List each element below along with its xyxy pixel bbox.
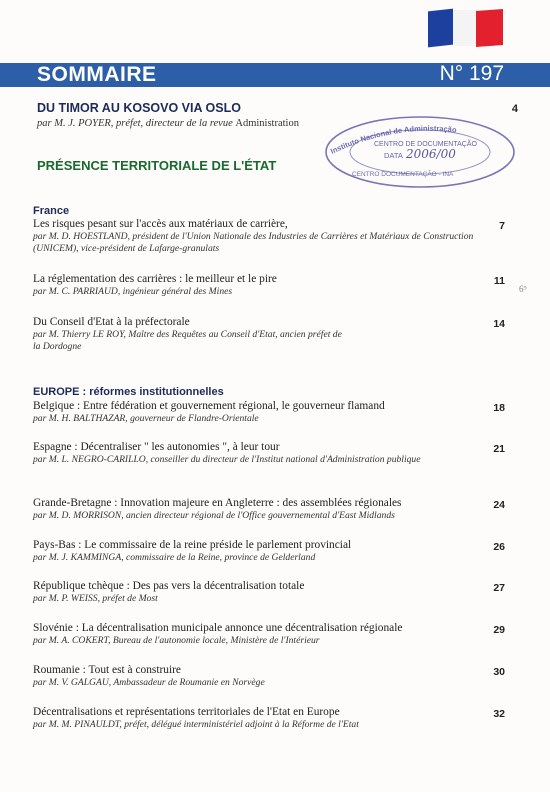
entry-title: La réglementation des carrières : le meilleur et le pire <box>33 273 277 285</box>
entry-author: par M. P. WEISS, préfet de Most <box>33 593 158 604</box>
entry-page: 11 <box>493 275 505 287</box>
toc-entry <box>33 580 478 605</box>
toc-entry <box>33 441 478 466</box>
toc-entry <box>33 622 478 647</box>
library-stamp <box>322 114 518 190</box>
entry-page: 26 <box>493 541 505 553</box>
toc-entry <box>33 273 478 298</box>
entry-author: par M. A. COKERT, Bureau de l'autonomie locale, Ministère de l'Intérieur <box>33 635 320 646</box>
entry-page: 18 <box>493 402 505 414</box>
entry-author: par M. Thierry LE ROY, Maître des Requêtes au Conseil d'Etat, ancien préfet de la Dordogne <box>33 329 342 352</box>
entry-title: Roumanie : Tout est à construire <box>33 664 181 676</box>
section-europe: EUROPE : réformes institutionnelles <box>33 386 224 398</box>
entry-page: 29 <box>493 624 505 636</box>
stamp-arc-text: Instituto Nacional de Administração <box>329 123 458 156</box>
entry-title: Du Conseil d'Etat à la préfectorale <box>33 316 190 328</box>
entry-page: 24 <box>493 499 505 511</box>
french-flag-icon <box>428 10 502 46</box>
header-bar <box>0 63 550 87</box>
toc-entry <box>33 706 478 731</box>
lead-article-author: par M. J. POYER, préfet, directeur de la revue Administration <box>37 118 299 129</box>
toc-entry <box>33 539 478 564</box>
page-title: SOMMAIRE <box>37 63 157 86</box>
entry-title: Slovénie : La décentralisation municipale annonce une décentralisation régionale <box>33 622 403 634</box>
issue-number: N° 197 <box>439 62 504 85</box>
entry-author: par M. H. BALTHAZAR, gouverneur de Flandre-Orientale <box>33 413 259 424</box>
entry-page: 32 <box>493 708 505 720</box>
entry-author: par M. D. MORRISON, ancien directeur régional de l'Office gouvernemental d'East Midlands <box>33 510 395 521</box>
entry-page: 14 <box>493 318 505 330</box>
entry-page: 7 <box>499 220 505 232</box>
toc-entry <box>33 316 478 353</box>
main-section-heading: PRÉSENCE TERRITORIALE DE L'ÉTAT <box>37 158 277 173</box>
entry-page: 30 <box>493 666 505 678</box>
entry-page: 27 <box>493 582 505 594</box>
entry-author: par M. L. NEGRO-CARILLO, conseiller du directeur de l'Institut national d'Administration publique <box>33 454 421 465</box>
entry-author: par M. C. PARRIAUD, ingénieur général des Mines <box>33 286 233 297</box>
stamp-line2: DATA <box>384 151 403 160</box>
entry-title: Belgique : Entre fédération et gouvernement régional, le gouverneur flamand <box>33 400 385 412</box>
lead-article-title: DU TIMOR AU KOSOVO VIA OSLO <box>37 101 241 115</box>
margin-mark: 6⁹ <box>519 284 527 294</box>
entry-page: 21 <box>493 443 505 455</box>
toc-entry <box>33 400 478 425</box>
stamp-line1: CENTRO DE DOCUMENTAÇÃO <box>374 141 477 148</box>
entry-author: par M. D. HOESTLAND, président de l'Union Nationale des Industries de Carrières et Matériaux de Construction (UNICEM), vice-président de Lafarge-granulats <box>33 231 474 254</box>
stamp-date: 2006/00 <box>406 147 456 161</box>
toc-entry <box>33 664 478 689</box>
stamp-line3: CENTRO DOCUMENTAÇÃO - INA <box>352 171 454 178</box>
toc-entry <box>33 218 478 255</box>
entry-author: par M. V. GALGAU, Ambassadeur de Roumanie en Norvège <box>33 677 265 688</box>
entry-title: Grande-Bretagne : Innovation majeure en Angleterre : des assemblées régionales <box>33 497 402 509</box>
entry-title: République tchèque : Des pas vers la décentralisation totale <box>33 580 305 592</box>
entry-title: Les risques pesant sur l'accès aux matériaux de carrière, <box>33 218 288 230</box>
entry-author: par M. J. KAMMINGA, commissaire de la Reine, province de Gelderland <box>33 552 316 563</box>
toc-entry <box>33 497 478 522</box>
entry-title: Espagne : Décentraliser " les autonomies ", à leur tour <box>33 441 280 453</box>
section-france: France <box>33 205 70 217</box>
entry-author: par M. M. PINAULDT, préfet, délégué interministériel adjoint à la Réforme de l'Etat <box>33 719 359 730</box>
lead-article-page: 4 <box>511 103 518 115</box>
entry-title: Décentralisations et représentations territoriales de l'Etat en Europe <box>33 706 340 718</box>
entry-title: Pays-Bas : Le commissaire de la reine préside le parlement provincial <box>33 539 352 551</box>
